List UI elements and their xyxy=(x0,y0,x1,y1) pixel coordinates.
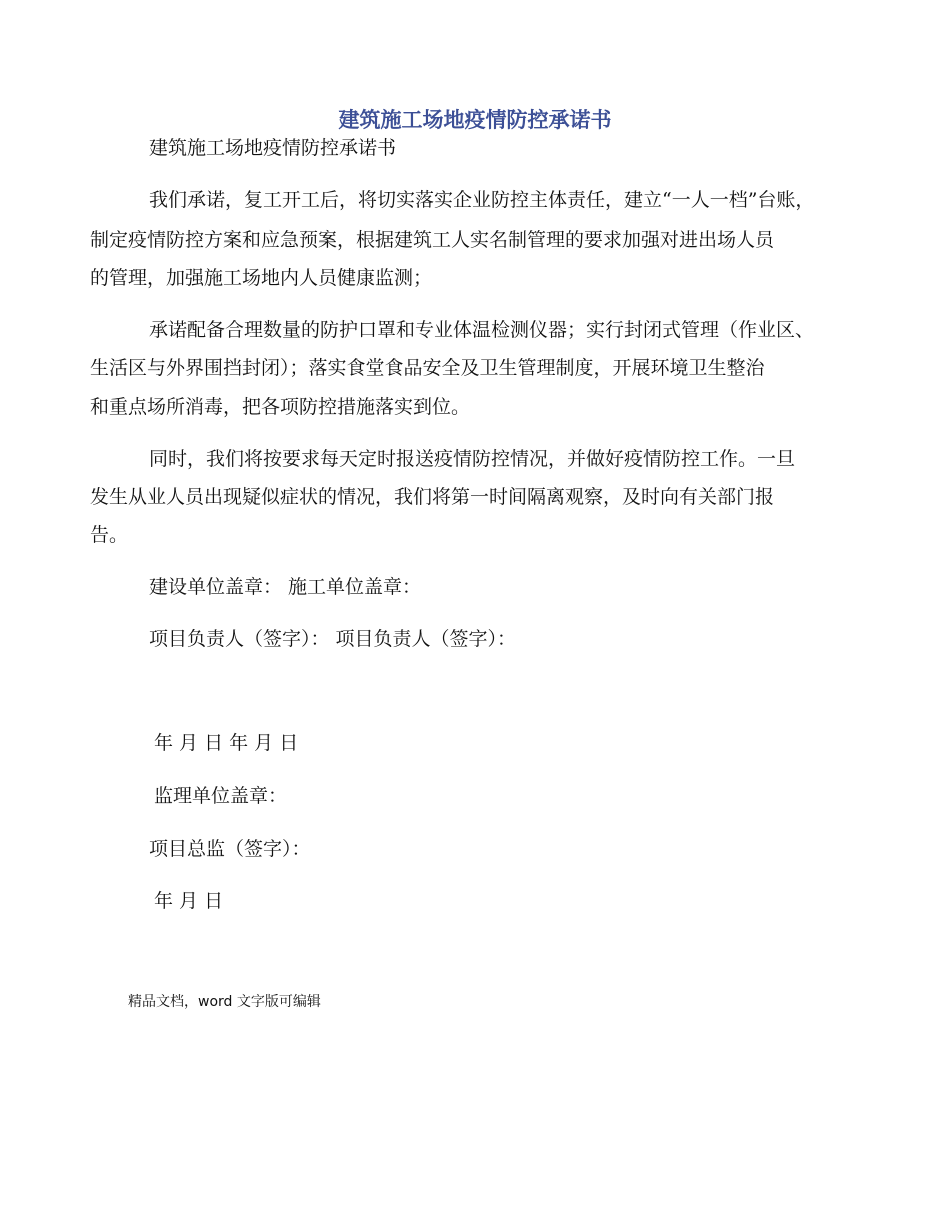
supervisor-seal-label: 监理单位盖章： xyxy=(154,785,288,807)
paragraph-line: 制定疫情防控方案和应急预案，根据建筑工人实名制管理的要求加强对进出场人员 xyxy=(90,229,775,251)
project-leader-signature-labels: 项目负责人（签字）： 项目负责人（签字）： xyxy=(149,628,517,650)
paragraph-line: 我们承诺，复工开工后，将切实落实企业防控主体责任，建立“一人一档”台账， xyxy=(149,189,815,211)
paragraph-line: 同时，我们将按要求每天定时报送疫情防控情况，并做好疫情防控工作。一旦 xyxy=(149,448,796,470)
document-subtitle: 建筑施工场地疫情防控承诺书 xyxy=(149,137,397,159)
date-single: 年 月 日 xyxy=(154,890,224,912)
paragraph-line: 和重点场所消毒，把各项防控措施落实到位。 xyxy=(90,396,471,418)
seal-labels: 建设单位盖章： 施工单位盖章： xyxy=(149,576,422,598)
chief-supervisor-signature-label: 项目总监（签字）： xyxy=(149,838,311,860)
paragraph-line: 发生从业人员出现疑似症状的情况，我们将第一时间隔离观察，及时向有关部门报 xyxy=(90,486,775,508)
paragraph-line: 承诺配备合理数量的防护口罩和专业体温检测仪器；实行封闭式管理（作业区、 xyxy=(149,319,815,341)
footer-note: 精品文档，word 文字版可编辑 xyxy=(128,994,321,1010)
paragraph-line: 的管理，加强施工场地内人员健康监测； xyxy=(90,267,433,289)
document-title: 建筑施工场地疫情防控承诺书 xyxy=(338,107,612,132)
date-pair: 年 月 日 年 月 日 xyxy=(154,732,299,754)
paragraph-line: 告。 xyxy=(90,524,129,546)
paragraph-line: 生活区与外界围挡封闭）；落实食堂食品安全及卫生管理制度，开展环境卫生整治 xyxy=(90,357,765,379)
